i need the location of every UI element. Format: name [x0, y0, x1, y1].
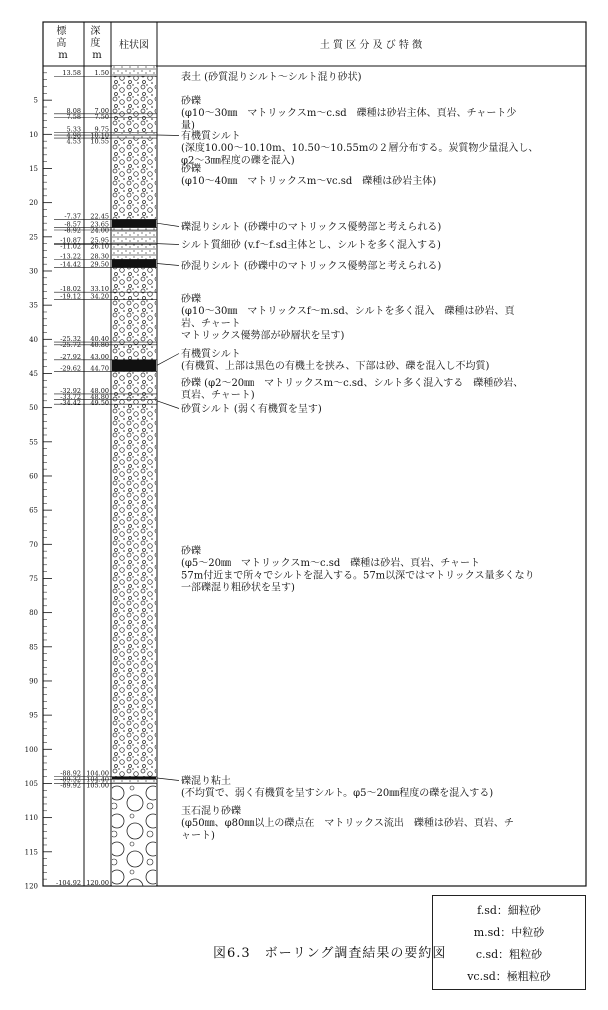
boundary-elevation: 4.53: [66, 137, 81, 146]
column-layer: [112, 66, 156, 76]
depth-tick-label: 70: [29, 540, 38, 549]
column-layer: [112, 360, 156, 372]
description-line: マトリックス優勢部が砂層状を呈す): [181, 330, 345, 342]
legend-msd: m.sd：中粒砂: [473, 926, 545, 939]
boundary-elevation: 7.58: [66, 112, 81, 121]
boundary-depth: 40.80: [90, 341, 109, 350]
column-layer: [112, 259, 156, 267]
description-line: (φ10～30㎜ マトリックスm～c.sd 礫種は砂岩主体、頁岩、チャート少: [181, 108, 517, 120]
hdr-elev-2: 高: [56, 38, 67, 49]
column-layer: [112, 76, 156, 132]
description-line: 礫混りシルト (砂礫中のマトリックス優勢部と考えられる): [181, 222, 442, 233]
leader-line: [157, 223, 179, 226]
column-layer: [112, 404, 156, 776]
boundary-elevation: -14.42: [60, 260, 81, 269]
leader-line: [157, 244, 179, 245]
boundary-elevation: -34.42: [60, 398, 81, 407]
boundary-depth: 104.40: [86, 775, 109, 784]
boundary-depth: 48.00: [90, 386, 109, 395]
depth-tick-label: 90: [29, 677, 38, 686]
description-line: (φ5～20㎜ マトリックスm～c.sd 礫種は砂岩、頁岩、チャート: [181, 558, 480, 570]
depth-tick-label: 30: [29, 267, 38, 276]
depth-scale: [25, 73, 52, 891]
description-line: 表土 (砂質混りシルト～シルト混り砂状): [181, 72, 362, 83]
column-layer: [112, 779, 156, 783]
soil-description: [181, 804, 514, 841]
description-line: 砂質シルト (弱く有機質を呈す): [181, 404, 322, 415]
description-line: 玉石混り砂礫: [181, 806, 241, 817]
depth-tick-label: 80: [29, 609, 38, 618]
description-line: (有機質、上部は黒色の有機土を挟み、下部は砂、礫を混入し不均質): [181, 361, 490, 373]
leader-line: [157, 354, 179, 366]
depth-tick-label: 40: [29, 335, 38, 344]
soil-description: [157, 774, 493, 799]
boundary-elevation: -104.92: [56, 878, 81, 887]
boundary-elevation: -10.87: [60, 236, 81, 245]
soil-description: [157, 401, 322, 415]
depth-tick-label: 75: [29, 574, 38, 583]
description-line: ャート): [181, 830, 215, 842]
boundary-depth: 22.45: [90, 212, 109, 221]
column-layer: [112, 138, 156, 219]
description-line: 砂礫: [181, 546, 201, 557]
soil-description: [157, 238, 441, 251]
header-description: 土 質 区 分 及 び 特 徴: [319, 40, 423, 51]
boundary-elevation: -29.62: [60, 364, 81, 373]
depth-tick-label: 100: [24, 745, 38, 754]
abbreviation-legend: [432, 895, 586, 990]
header-column: 柱状図: [119, 40, 149, 51]
boundary-depth: 26.10: [90, 242, 109, 251]
legend-vcsd: vc.sd：極粗粒砂: [467, 970, 551, 983]
boundary-depth: 105.00: [86, 781, 109, 790]
description-line: φ2～3㎜程度の礫を混入): [181, 155, 295, 167]
boundary-depth: 1.50: [94, 69, 109, 78]
description-line: 一部礫混り粗砂状を呈す): [181, 582, 295, 594]
boundary-depth: 49.50: [90, 398, 109, 407]
boundary-elevation: -89.92: [60, 781, 81, 790]
boundary-elevation: -33.72: [60, 392, 81, 401]
boundary-depth: 34.20: [90, 292, 109, 301]
depth-tick-label: 15: [29, 164, 38, 173]
column-layer: [112, 268, 156, 360]
depth-tick-label: 25: [29, 233, 38, 242]
figure-caption: 図6.3 ボーリング調査結果の要約図: [213, 946, 447, 961]
soil-description: [157, 347, 490, 372]
depth-tick-label: 65: [29, 506, 38, 515]
boundary-depth: 33.10: [90, 285, 109, 294]
depth-tick-label: 20: [29, 199, 38, 208]
soil-description: [157, 259, 441, 272]
description-line: 砂礫: [181, 164, 201, 175]
description-line: 砂混りシルト (砂礫中のマトリックス優勢部と考えられる): [181, 261, 442, 272]
boundary-elevation: -8.92: [64, 226, 81, 235]
boundary-elevation: -19.12: [60, 292, 81, 301]
header-elevation: [56, 24, 69, 61]
boundary-elevation: -25.72: [60, 341, 81, 350]
hdr-depth-3: m: [92, 50, 102, 61]
description-line: 量): [181, 120, 195, 132]
boundary-depth: 44.70: [90, 364, 109, 373]
soil-description: [181, 376, 523, 401]
soil-description: [157, 129, 538, 166]
boundary-depth: 29.50: [90, 260, 109, 269]
boundary-depth: 28.30: [90, 252, 109, 261]
header-depth: [90, 25, 103, 61]
description-line: 礫混り粘土: [181, 776, 231, 787]
description-line: (φ10～30㎜ マトリックスf～m.sd、シルトを多く混入 礫種は砂岩、頁: [181, 306, 515, 318]
boundary-depth: 43.00: [90, 352, 109, 361]
depth-tick-label: 110: [24, 814, 38, 823]
boundary-depth: 10.55: [90, 137, 109, 146]
boundary-depth: 120.00: [86, 878, 109, 887]
boundary-elevation: 5.33: [66, 125, 81, 134]
leader-line: [157, 263, 179, 265]
boundary-depth: 7.50: [94, 112, 109, 121]
description-line: 頁岩、チャート): [181, 390, 255, 402]
boundary-elevation: -32.92: [60, 386, 81, 395]
hdr-elev-1: 標: [56, 26, 67, 37]
boundary-depth: 48.80: [90, 392, 109, 401]
depth-tick-label: 95: [29, 711, 38, 720]
depth-tick-label: 120: [24, 882, 38, 891]
depth-tick-label: 50: [29, 404, 38, 413]
description-line: 有機質シルト: [181, 131, 241, 142]
column-layer: [112, 219, 156, 227]
boundary-elevation: -18.02: [60, 285, 81, 294]
soil-column: [112, 66, 156, 886]
depth-tick-label: 85: [29, 643, 38, 652]
boundary-depth: 24.00: [90, 226, 109, 235]
description-line: シルト質細砂 (v.f～f.sd主体とし、シルトを多く混入する): [181, 240, 441, 251]
description-line: (φ50㎜、φ80㎜以上の礫点在 マトリックス流出 礫種は砂岩、頁岩、チ: [181, 818, 514, 830]
boundary-elevation: 13.58: [62, 69, 81, 78]
soil-description: [181, 544, 535, 594]
depth-tick-label: 45: [29, 369, 38, 378]
description-line: 砂礫: [181, 96, 201, 107]
boundary-elevation: -88.92: [60, 769, 81, 778]
depth-tick-label: 60: [29, 472, 38, 481]
boundary-depth: 9.75: [94, 125, 109, 134]
depth-tick-label: 105: [24, 779, 38, 788]
boundary-elevation: -11.02: [60, 242, 81, 251]
column-layer: [112, 777, 156, 780]
legend-csd: c.sd：粗粒砂: [475, 948, 543, 961]
description-line: 有機質シルト: [181, 349, 241, 360]
boundary-depth: 23.65: [90, 220, 109, 229]
soil-descriptions: [157, 70, 538, 841]
leader-line: [157, 778, 179, 781]
boundary-elevation: -7.37: [64, 212, 81, 221]
soil-description: [181, 70, 362, 83]
legend-fsd: f.sd：細粒砂: [477, 904, 541, 917]
boundary-depth: 7.00: [94, 106, 109, 115]
hdr-depth-2: 度: [90, 38, 101, 49]
soil-description: [181, 292, 515, 342]
boundary-depth: 25.95: [90, 236, 109, 245]
boundary-depth: 10.10: [90, 131, 109, 140]
soil-description: [157, 220, 441, 233]
boundary-elevation: -89.32: [60, 775, 81, 784]
column-layer: [112, 783, 156, 885]
description-line: 57m付近まで所々でシルトを混入する。57m以深ではマトリックス量多くなり: [181, 570, 535, 582]
boundary-depth: 40.40: [90, 335, 109, 344]
boundary-elevation: -13.22: [60, 252, 81, 261]
depth-tick-label: 35: [29, 301, 38, 310]
column-layer: [112, 243, 156, 259]
boundary-elevation: -25.32: [60, 335, 81, 344]
boundary-elevation: -27.92: [60, 352, 81, 361]
depth-tick-label: 5: [33, 96, 38, 105]
hdr-depth-1: 深: [90, 26, 101, 37]
leader-line: [157, 401, 179, 409]
boundary-elevation: 8.08: [66, 106, 81, 115]
depth-tick-label: 55: [29, 438, 38, 447]
column-layer: [112, 133, 156, 138]
description-line: (不均質で、弱く有機質を呈すシルト。φ5～20㎜程度の礫を混入する): [181, 788, 494, 800]
hdr-elev-3: m: [58, 50, 68, 61]
boundary-depth: 104.00: [86, 769, 109, 778]
soil-description: [181, 94, 516, 131]
boundary-elevation: -8.57: [64, 220, 81, 229]
depth-tick-label: 10: [29, 130, 38, 139]
description-line: 岩、チャート: [181, 318, 241, 330]
boundary-elevation: 4.98: [66, 131, 81, 140]
depth-tick-label: 115: [24, 848, 38, 857]
description-line: (深度10.00～10.10m、10.50～10.55mの２層分布する。炭質物少量混入し、: [181, 143, 539, 155]
description-line: 砂礫 (φ2～20㎜ マトリックスm～c.sd、シルト多く混入する 礫種砂岩、: [181, 378, 524, 389]
description-line: (φ10～40㎜ マトリックスm～vc.sd 礫種は砂岩主体): [181, 176, 437, 188]
description-line: 砂礫: [181, 294, 201, 305]
